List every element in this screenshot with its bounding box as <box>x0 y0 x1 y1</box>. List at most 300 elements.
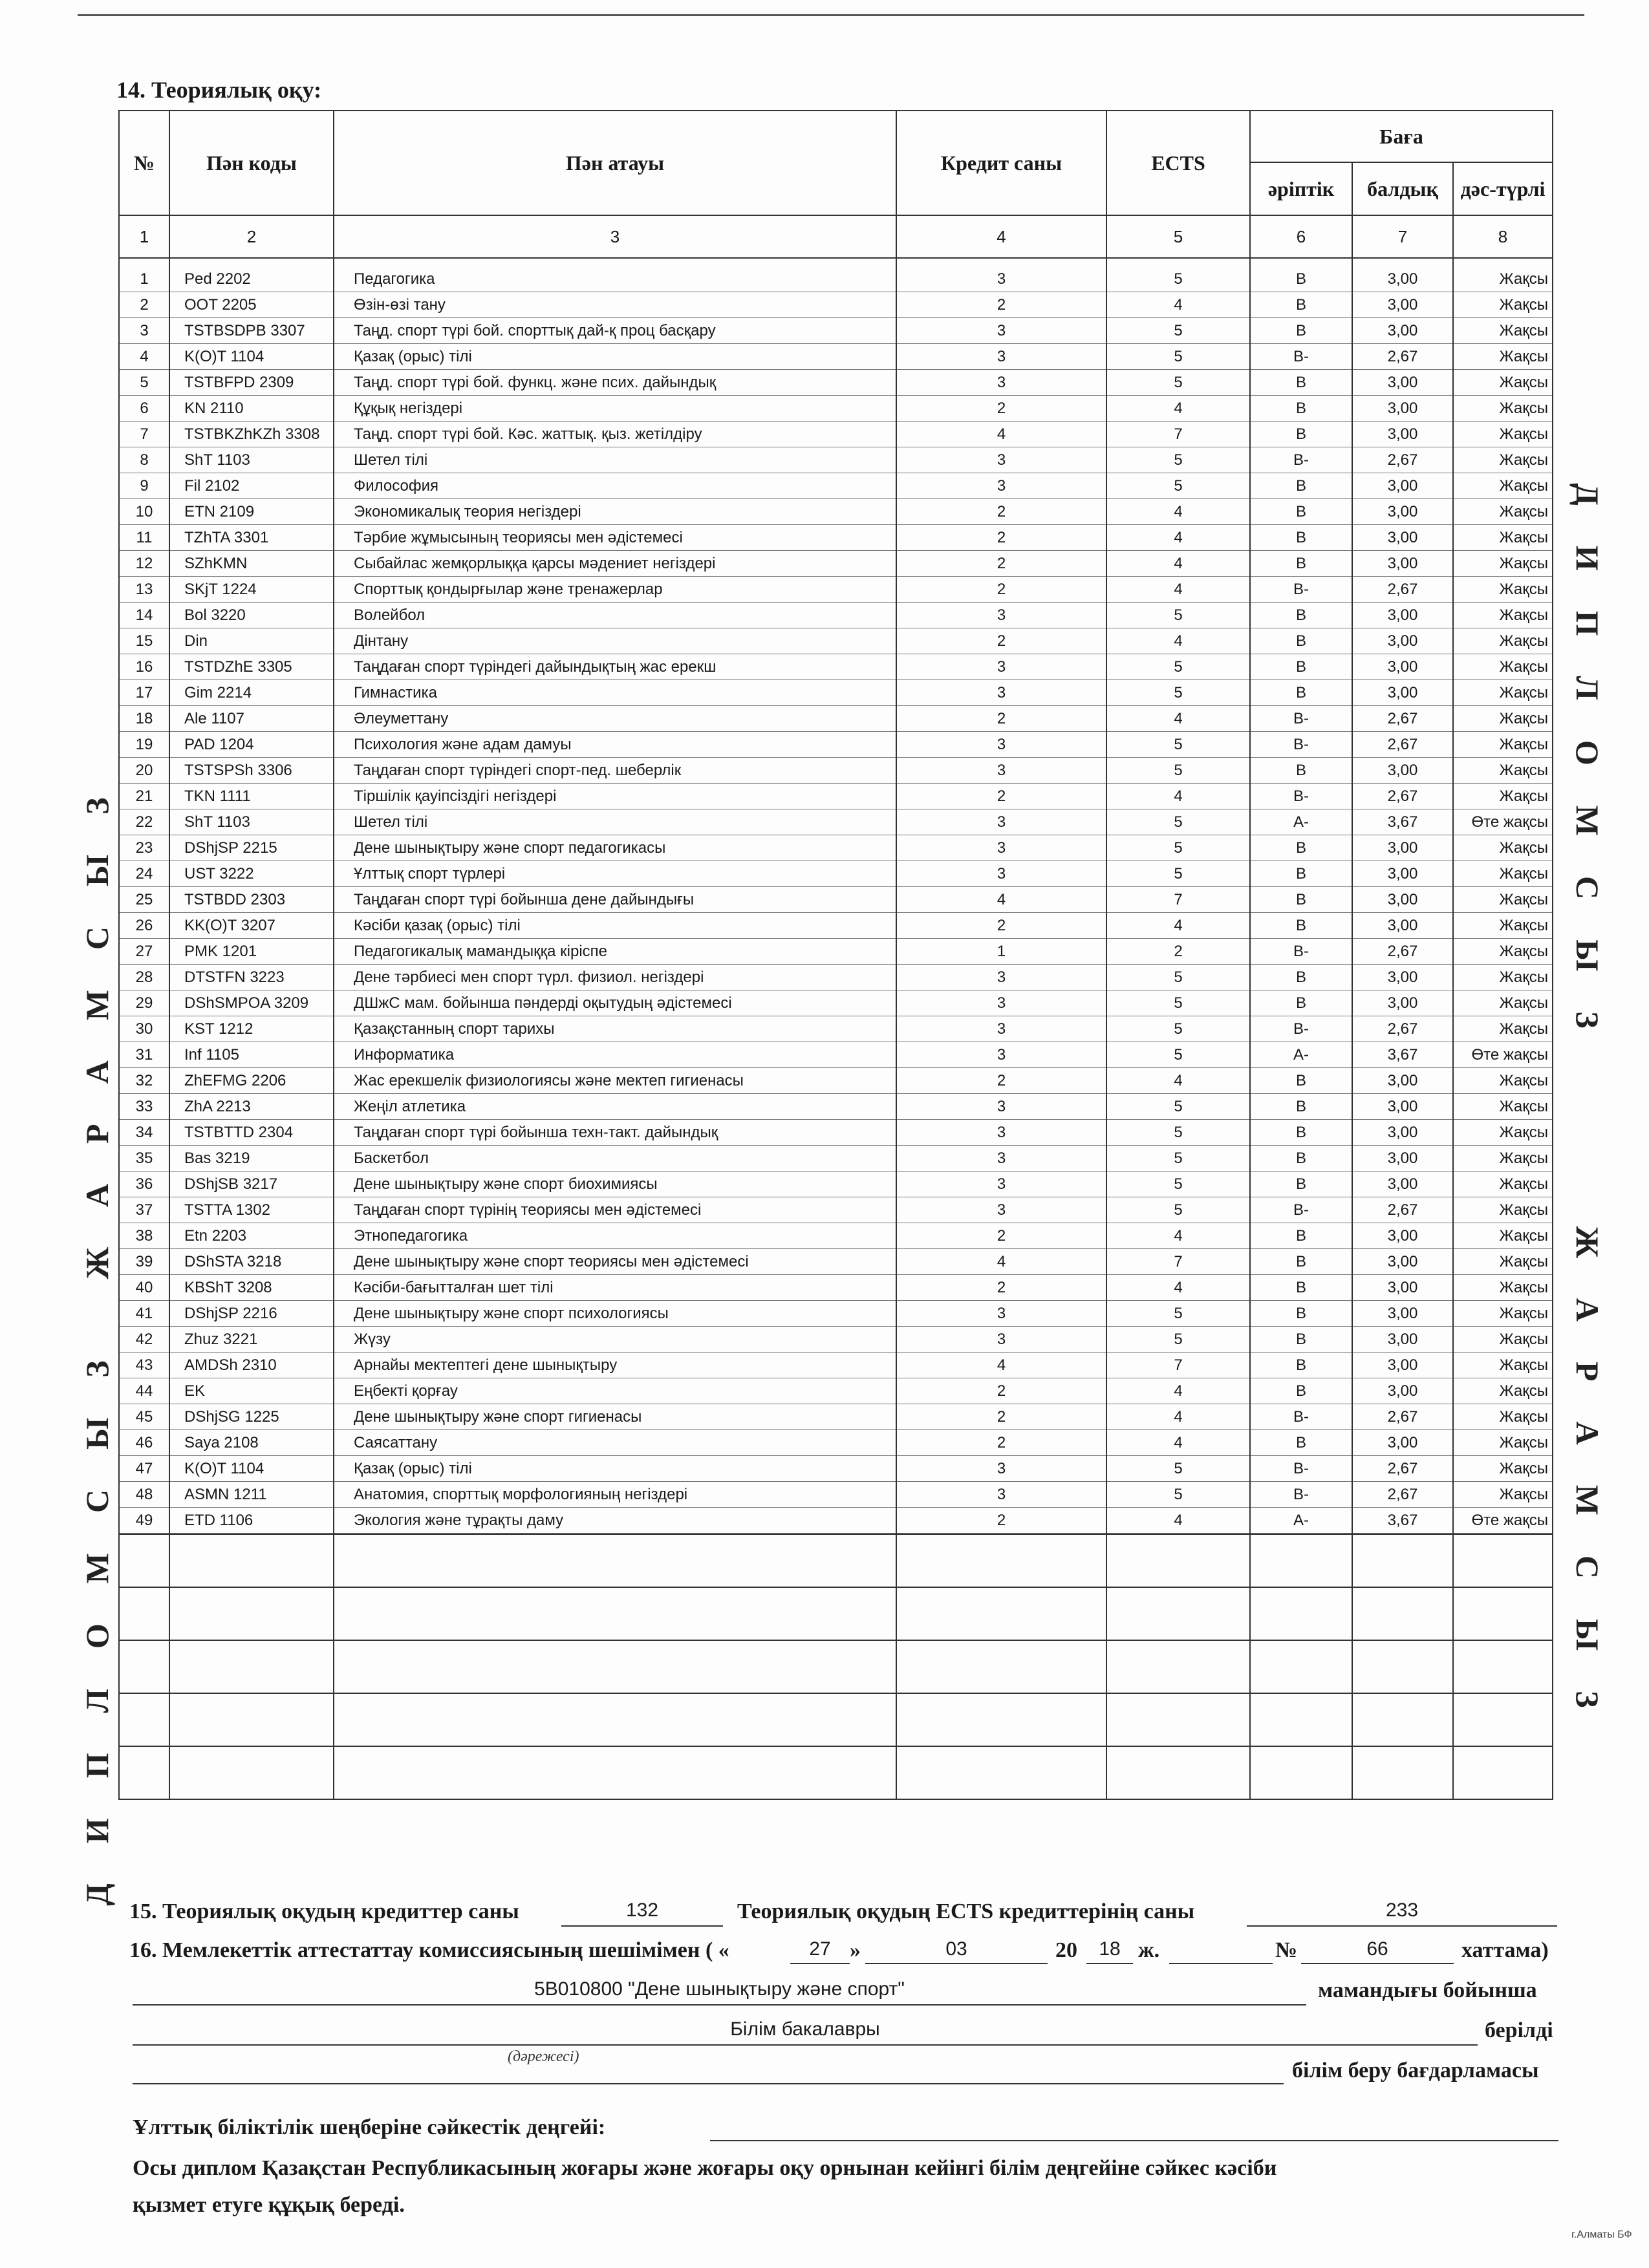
course-points-cell: 2,67 <box>1353 784 1452 809</box>
course-code-cell: Ped 2202 <box>170 266 333 292</box>
course-code-cell: AMDSh 2310 <box>170 1353 333 1378</box>
course-trad-cell: Жақсы <box>1454 887 1552 913</box>
course-ects-cell: 4 <box>1107 499 1249 525</box>
section-title: 14. Теориялық оқу: <box>116 77 322 103</box>
course-name-cell: Дене шынықтыру және спорт теориясы мен әдістемесі <box>334 1249 896 1275</box>
day-underline <box>790 1963 850 1964</box>
course-trad-cell: Жақсы <box>1454 1301 1552 1327</box>
course-n-cell: 23 <box>120 835 169 861</box>
course-credit-cell: 3 <box>897 809 1106 835</box>
course-letter-cell: B <box>1251 861 1352 887</box>
course-code-cell: TSTBDD 2303 <box>170 887 333 913</box>
col-number: 1 <box>119 215 169 258</box>
course-n-cell: 25 <box>120 887 169 913</box>
course-credit-cell: 3 <box>897 835 1106 861</box>
course-trad-cell: Жақсы <box>1454 292 1552 318</box>
course-n-cell: 38 <box>120 1223 169 1249</box>
rights-line-2: қызмет етуге құқық береді. <box>133 2193 405 2217</box>
course-code-cell: DShSTA 3218 <box>170 1249 333 1275</box>
course-trad-cell: Өте жақсы <box>1454 1508 1552 1534</box>
course-code-cell: TKN 1111 <box>170 784 333 809</box>
month-underline <box>865 1963 1048 1964</box>
course-trad-cell: Жақсы <box>1454 1456 1552 1482</box>
header-points: балдық <box>1352 162 1453 215</box>
course-ects-cell: 7 <box>1107 1353 1249 1378</box>
course-trad-cell: Жақсы <box>1454 1146 1552 1171</box>
course-n-cell: 49 <box>120 1508 169 1534</box>
course-n-cell: 11 <box>120 525 169 551</box>
side-letter: С <box>79 1489 115 1514</box>
course-credit-cell: 3 <box>897 1482 1106 1508</box>
course-trad-cell: Жақсы <box>1454 1430 1552 1456</box>
course-credit-cell: 2 <box>897 784 1106 809</box>
col-number: 2 <box>169 215 334 258</box>
course-n-cell: 24 <box>120 861 169 887</box>
course-code-cell: Bol 3220 <box>170 603 333 628</box>
program-label: білім беру бағдарламасы <box>1292 2059 1539 2082</box>
course-code-cell: TSTBTTD 2304 <box>170 1120 333 1146</box>
course-ects-cell: 4 <box>1107 1404 1249 1430</box>
course-code-cell: TSTBSDPB 3307 <box>170 318 333 344</box>
course-name-cell: Дене шынықтыру және спорт педагогикасы <box>334 835 896 861</box>
course-credit-cell: 3 <box>897 266 1106 292</box>
course-code-cell: TSTBKZhKZh 3308 <box>170 422 333 447</box>
course-code-cell: Etn 2203 <box>170 1223 333 1249</box>
course-name-cell: Шетел тілі <box>334 809 896 835</box>
side-letter: О <box>79 1623 115 1649</box>
course-ects-cell: 5 <box>1107 654 1249 680</box>
degree-hint: (дәрежесі) <box>508 2048 579 2065</box>
course-points-cell: 3,00 <box>1353 861 1452 887</box>
course-letter-cell: B- <box>1251 784 1352 809</box>
month-value: 03 <box>945 1938 967 1960</box>
empty-row <box>119 1746 1553 1799</box>
course-code-cell: DShjSB 3217 <box>170 1171 333 1197</box>
course-ects-cell: 5 <box>1107 1016 1249 1042</box>
course-points-cell: 3,00 <box>1353 603 1452 628</box>
specialty-label: мамандығы бойынша <box>1318 1978 1537 2002</box>
course-letter-cell: B- <box>1251 939 1352 965</box>
course-n-cell: 13 <box>120 577 169 603</box>
side-letter: З <box>79 797 115 815</box>
course-name-cell: Педагогикалық мамандыққа кіріспе <box>334 939 896 965</box>
course-letter-cell: A- <box>1251 809 1352 835</box>
course-ects-cell: 4 <box>1107 1378 1249 1404</box>
course-ects-cell: 4 <box>1107 628 1249 654</box>
course-trad-cell: Жақсы <box>1454 654 1552 680</box>
course-name-cell: Таңдаған спорт түрінің теориясы мен әдістемесі <box>334 1197 896 1223</box>
course-ects-cell: 5 <box>1107 447 1249 473</box>
course-credit-cell: 3 <box>897 1146 1106 1171</box>
side-letter: М <box>1569 805 1606 836</box>
header-letter: әріптік <box>1250 162 1352 215</box>
course-credit-cell: 4 <box>897 887 1106 913</box>
course-credit-cell: 2 <box>897 396 1106 422</box>
course-name-cell: Гимнастика <box>334 680 896 706</box>
course-n-cell: 1 <box>120 266 169 292</box>
course-code-cell: DShjSG 1225 <box>170 1404 333 1430</box>
course-code-cell: Ale 1107 <box>170 706 333 732</box>
course-n-cell: 31 <box>120 1042 169 1068</box>
course-trad-cell: Жақсы <box>1454 1275 1552 1301</box>
course-trad-cell: Жақсы <box>1454 628 1552 654</box>
course-credit-cell: 3 <box>897 370 1106 396</box>
course-credit-cell: 2 <box>897 499 1106 525</box>
course-letter-cell: B <box>1251 1327 1352 1353</box>
course-points-cell: 3,00 <box>1353 422 1452 447</box>
course-credit-cell: 3 <box>897 1094 1106 1120</box>
course-name-cell: Таңд. спорт түрі бой. Кәс. жаттық. қыз. жетілдіру <box>334 422 896 447</box>
course-points-cell: 3,00 <box>1353 1120 1452 1146</box>
course-letter-cell: B <box>1251 396 1352 422</box>
course-ects-cell: 5 <box>1107 990 1249 1016</box>
side-text-left-top <box>78 757 116 1279</box>
course-name-cell: Педагогика <box>334 266 896 292</box>
course-code-cell: TSTTA 1302 <box>170 1197 333 1223</box>
course-letter-cell: A- <box>1251 1508 1352 1534</box>
course-letter-cell: B <box>1251 473 1352 499</box>
course-ects-cell: 4 <box>1107 706 1249 732</box>
course-letter-cell: B- <box>1251 1404 1352 1430</box>
course-name-cell: Экономикалық теория негіздері <box>334 499 896 525</box>
course-points-cell: 3,00 <box>1353 396 1452 422</box>
course-trad-cell: Жақсы <box>1454 1197 1552 1223</box>
course-name-cell: Таңдаған спорт түріндегі дайындықтың жас ерекш <box>334 654 896 680</box>
course-name-cell: Ұлттық спорт түрлері <box>334 861 896 887</box>
program-underline <box>133 2083 1284 2084</box>
course-letter-cell: B <box>1251 680 1352 706</box>
course-ects-cell: 7 <box>1107 1249 1249 1275</box>
protocol-blank-underline <box>1169 1963 1273 1964</box>
course-letter-cell: B <box>1251 654 1352 680</box>
course-letter-cell: B <box>1251 292 1352 318</box>
course-ects-cell: 2 <box>1107 939 1249 965</box>
course-name-cell: Спорттық қондырғылар және тренажерлар <box>334 577 896 603</box>
course-ects-cell: 4 <box>1107 1068 1249 1094</box>
course-ects-cell: 5 <box>1107 1042 1249 1068</box>
course-ects-cell: 5 <box>1107 266 1249 292</box>
course-points-cell: 3,00 <box>1353 990 1452 1016</box>
course-rows <box>119 258 1553 1534</box>
course-n-cell: 6 <box>120 396 169 422</box>
protocol-no-label: № <box>1275 1938 1298 1962</box>
specialty-underline <box>133 2004 1306 2006</box>
course-ects-cell: 5 <box>1107 1146 1249 1171</box>
course-ects-cell: 4 <box>1107 292 1249 318</box>
side-letter: А <box>79 1183 115 1208</box>
course-points-cell: 3,00 <box>1353 965 1452 990</box>
course-n-cell: 19 <box>120 732 169 758</box>
course-code-cell: PMK 1201 <box>170 939 333 965</box>
course-trad-cell: Жақсы <box>1454 680 1552 706</box>
course-trad-cell: Жақсы <box>1454 939 1552 965</box>
course-points-cell: 3,00 <box>1353 628 1452 654</box>
course-points-cell: 3,00 <box>1353 1353 1452 1378</box>
course-ects-cell: 5 <box>1107 965 1249 990</box>
course-letter-cell: B <box>1251 758 1352 784</box>
course-name-cell: Қазақстанның спорт тарихы <box>334 1016 896 1042</box>
side-letter: М <box>79 990 115 1021</box>
course-trad-cell: Жақсы <box>1454 1482 1552 1508</box>
side-letter: И <box>79 1818 115 1844</box>
year-unit: ж. <box>1138 1938 1160 1962</box>
course-trad-cell: Жақсы <box>1454 344 1552 370</box>
course-name-cell: Жас ерекшелік физиологиясы және мектеп гигиенасы <box>334 1068 896 1094</box>
course-code-cell: DShjSP 2215 <box>170 835 333 861</box>
header-num: № <box>119 111 169 215</box>
corner-mark: г.Алматы БФ <box>1571 2229 1632 2240</box>
credits-underline <box>561 1925 723 1927</box>
side-letter: Р <box>79 1124 115 1144</box>
course-letter-cell: B <box>1251 1120 1352 1146</box>
header-grade: Баға <box>1250 111 1553 162</box>
course-n-cell: 48 <box>120 1482 169 1508</box>
course-code-cell: KBShT 3208 <box>170 1275 333 1301</box>
course-points-cell: 2,67 <box>1353 1456 1452 1482</box>
course-name-cell: Баскетбол <box>334 1146 896 1171</box>
course-points-cell: 3,00 <box>1353 887 1452 913</box>
course-trad-cell: Жақсы <box>1454 318 1552 344</box>
course-trad-cell: Жақсы <box>1454 758 1552 784</box>
course-name-cell: Волейбол <box>334 603 896 628</box>
course-name-cell: Таңдаған спорт түрі бойынша дене дайындығы <box>334 887 896 913</box>
course-credit-cell: 2 <box>897 1275 1106 1301</box>
course-letter-cell: B <box>1251 318 1352 344</box>
course-credit-cell: 4 <box>897 1249 1106 1275</box>
course-n-cell: 4 <box>120 344 169 370</box>
course-letter-cell: B <box>1251 603 1352 628</box>
course-trad-cell: Жақсы <box>1454 784 1552 809</box>
course-credit-cell: 3 <box>897 1327 1106 1353</box>
side-text-left-bottom <box>78 1320 116 1905</box>
course-trad-cell: Жақсы <box>1454 551 1552 577</box>
rights-line-1: Осы диплом Қазақстан Республикасының жоғары және жоғары оқу орнынан кейінгі білім деңгейіне сәйкес кәсіби <box>133 2156 1277 2180</box>
course-points-cell: 3,00 <box>1353 654 1452 680</box>
course-points-cell: 3,00 <box>1353 758 1452 784</box>
course-letter-cell: B <box>1251 499 1352 525</box>
course-n-cell: 33 <box>120 1094 169 1120</box>
side-letter: П <box>79 1753 115 1779</box>
course-code-cell: ShT 1103 <box>170 809 333 835</box>
degree-value: Білім бакалавры <box>730 2018 880 2040</box>
credit-column <box>896 258 1106 1534</box>
col-number: 6 <box>1250 215 1352 258</box>
course-name-cell: Дене шынықтыру және спорт психологиясы <box>334 1301 896 1327</box>
course-trad-cell: Жақсы <box>1454 1353 1552 1378</box>
course-ects-cell: 4 <box>1107 913 1249 939</box>
course-ects-cell: 4 <box>1107 525 1249 551</box>
course-trad-cell: Жақсы <box>1454 965 1552 990</box>
course-n-cell: 36 <box>120 1171 169 1197</box>
course-trad-cell: Жақсы <box>1454 499 1552 525</box>
commission-label: 16. Мемлекеттік аттестаттау комиссиясының шешімімен ( « <box>129 1938 729 1962</box>
course-points-cell: 3,00 <box>1353 370 1452 396</box>
course-code-cell: ZhA 2213 <box>170 1094 333 1120</box>
course-letter-cell: B <box>1251 628 1352 654</box>
course-points-cell: 3,67 <box>1353 1042 1452 1068</box>
course-n-cell: 27 <box>120 939 169 965</box>
day-value: 27 <box>809 1938 831 1960</box>
course-name-cell: Шетел тілі <box>334 447 896 473</box>
course-trad-cell: Жақсы <box>1454 1016 1552 1042</box>
course-code-cell: Zhuz 3221 <box>170 1327 333 1353</box>
course-ects-cell: 5 <box>1107 758 1249 784</box>
side-letter: С <box>79 926 115 950</box>
degree-underline <box>133 2044 1478 2046</box>
course-ects-cell: 5 <box>1107 318 1249 344</box>
course-letter-cell: B <box>1251 551 1352 577</box>
course-n-cell: 22 <box>120 809 169 835</box>
course-points-cell: 3,00 <box>1353 525 1452 551</box>
course-name-cell: Саясаттану <box>334 1430 896 1456</box>
course-n-cell: 39 <box>120 1249 169 1275</box>
course-name-cell: Тіршілік қауіпсіздігі негіздері <box>334 784 896 809</box>
course-credit-cell: 3 <box>897 861 1106 887</box>
side-letter: Ы <box>79 1417 115 1450</box>
course-letter-cell: B- <box>1251 1456 1352 1482</box>
side-letter: А <box>1569 1421 1606 1445</box>
course-points-cell: 2,67 <box>1353 447 1452 473</box>
traditional-column <box>1453 258 1553 1534</box>
course-n-cell: 37 <box>120 1197 169 1223</box>
course-trad-cell: Жақсы <box>1454 706 1552 732</box>
course-code-cell: UST 3222 <box>170 861 333 887</box>
course-points-cell: 3,00 <box>1353 1094 1452 1120</box>
year-value: 18 <box>1099 1938 1121 1960</box>
course-name-cell: Кәсіби-бағытталған шет тілі <box>334 1275 896 1301</box>
course-letter-cell: B <box>1251 1249 1352 1275</box>
course-name-cell: ДШжС мам. бойынша пәндерді оқытудың әдістемесі <box>334 990 896 1016</box>
course-credit-cell: 2 <box>897 628 1106 654</box>
course-credit-cell: 3 <box>897 1456 1106 1482</box>
course-ects-cell: 5 <box>1107 1197 1249 1223</box>
course-code-cell: KK(O)T 3207 <box>170 913 333 939</box>
side-letter: Ж <box>79 1247 115 1279</box>
course-ects-cell: 4 <box>1107 1430 1249 1456</box>
course-code-cell: ZhEFMG 2206 <box>170 1068 333 1094</box>
empty-row <box>119 1640 1553 1693</box>
side-letter: Р <box>1569 1362 1606 1382</box>
side-letter: Л <box>79 1689 115 1713</box>
specialty-value: 5В010800 "Дене шынықтыру және спорт" <box>534 1978 905 2000</box>
course-n-cell: 26 <box>120 913 169 939</box>
course-ects-cell: 5 <box>1107 835 1249 861</box>
course-credit-cell: 3 <box>897 1042 1106 1068</box>
course-code-cell: EK <box>170 1378 333 1404</box>
course-n-cell: 30 <box>120 1016 169 1042</box>
course-n-cell: 7 <box>120 422 169 447</box>
course-credit-cell: 2 <box>897 1068 1106 1094</box>
course-trad-cell: Өте жақсы <box>1454 1042 1552 1068</box>
course-points-cell: 2,67 <box>1353 939 1452 965</box>
course-code-cell: TSTSPSh 3306 <box>170 758 333 784</box>
course-letter-cell: B- <box>1251 1016 1352 1042</box>
course-code-cell: SZhKMN <box>170 551 333 577</box>
course-n-cell: 20 <box>120 758 169 784</box>
course-points-cell: 2,67 <box>1353 577 1452 603</box>
course-trad-cell: Жақсы <box>1454 913 1552 939</box>
course-n-cell: 47 <box>120 1456 169 1482</box>
side-letter: С <box>1569 875 1606 900</box>
side-letter: Ы <box>1569 1619 1606 1651</box>
course-credit-cell: 3 <box>897 1171 1106 1197</box>
course-name-cell: Таңд. спорт түрі бой. функц. және псих. дайындық <box>334 370 896 396</box>
course-ects-cell: 4 <box>1107 1223 1249 1249</box>
course-credit-cell: 1 <box>897 939 1106 965</box>
col-number: 7 <box>1352 215 1453 258</box>
course-name-cell: Информатика <box>334 1042 896 1068</box>
course-points-cell: 3,00 <box>1353 1378 1452 1404</box>
course-code-cell: ETN 2109 <box>170 499 333 525</box>
header-code: Пән коды <box>169 111 334 215</box>
course-n-cell: 3 <box>120 318 169 344</box>
course-points-cell: 3,00 <box>1353 473 1452 499</box>
course-name-cell: Философия <box>334 473 896 499</box>
course-letter-cell: A- <box>1251 1042 1352 1068</box>
course-n-cell: 46 <box>120 1430 169 1456</box>
ects-column <box>1106 258 1250 1534</box>
course-code-cell: Bas 3219 <box>170 1146 333 1171</box>
course-letter-cell: B <box>1251 965 1352 990</box>
course-points-cell: 3,00 <box>1353 266 1452 292</box>
course-letter-cell: B <box>1251 1301 1352 1327</box>
course-name-cell: Этнопедагогика <box>334 1223 896 1249</box>
course-ects-cell: 5 <box>1107 732 1249 758</box>
course-trad-cell: Жақсы <box>1454 577 1552 603</box>
course-credit-cell: 2 <box>897 1378 1106 1404</box>
course-points-cell: 2,67 <box>1353 1197 1452 1223</box>
course-letter-cell: B <box>1251 370 1352 396</box>
header-ects: ECTS <box>1106 111 1250 215</box>
course-n-cell: 43 <box>120 1353 169 1378</box>
course-n-cell: 32 <box>120 1068 169 1094</box>
credits-label: 15. Теориялық оқудың кредиттер саны <box>129 1899 519 1923</box>
course-n-cell: 40 <box>120 1275 169 1301</box>
course-ects-cell: 5 <box>1107 370 1249 396</box>
course-ects-cell: 5 <box>1107 680 1249 706</box>
side-letter: С <box>1569 1555 1606 1579</box>
ects-label: Теориялық оқудың ECTS кредиттерінің саны <box>737 1899 1195 1923</box>
course-n-cell: 8 <box>120 447 169 473</box>
course-trad-cell: Жақсы <box>1454 447 1552 473</box>
course-code-cell: Gim 2214 <box>170 680 333 706</box>
course-credit-cell: 2 <box>897 292 1106 318</box>
course-trad-cell: Жақсы <box>1454 732 1552 758</box>
course-credit-cell: 3 <box>897 318 1106 344</box>
course-name-cell: Еңбекті қорғау <box>334 1378 896 1404</box>
side-letter: З <box>1569 1011 1606 1029</box>
course-trad-cell: Жақсы <box>1454 1094 1552 1120</box>
course-code-cell: Inf 1105 <box>170 1042 333 1068</box>
course-letter-cell: B <box>1251 913 1352 939</box>
course-trad-cell: Өте жақсы <box>1454 809 1552 835</box>
credits-value: 132 <box>625 1899 659 1921</box>
course-points-cell: 3,67 <box>1353 1508 1452 1534</box>
course-letter-cell: B- <box>1251 706 1352 732</box>
course-points-cell: 3,00 <box>1353 1327 1452 1353</box>
course-code-cell: Fil 2102 <box>170 473 333 499</box>
num-column <box>119 258 169 1534</box>
course-trad-cell: Жақсы <box>1454 525 1552 551</box>
course-trad-cell: Жақсы <box>1454 1171 1552 1197</box>
course-code-cell: K(O)T 1104 <box>170 1456 333 1482</box>
course-credit-cell: 3 <box>897 732 1106 758</box>
course-credit-cell: 2 <box>897 577 1106 603</box>
course-trad-cell: Жақсы <box>1454 396 1552 422</box>
side-text-right-top <box>1569 483 1606 1068</box>
course-name-cell: Анатомия, спорттық морфологияның негіздері <box>334 1482 896 1508</box>
course-code-cell: KST 1212 <box>170 1016 333 1042</box>
